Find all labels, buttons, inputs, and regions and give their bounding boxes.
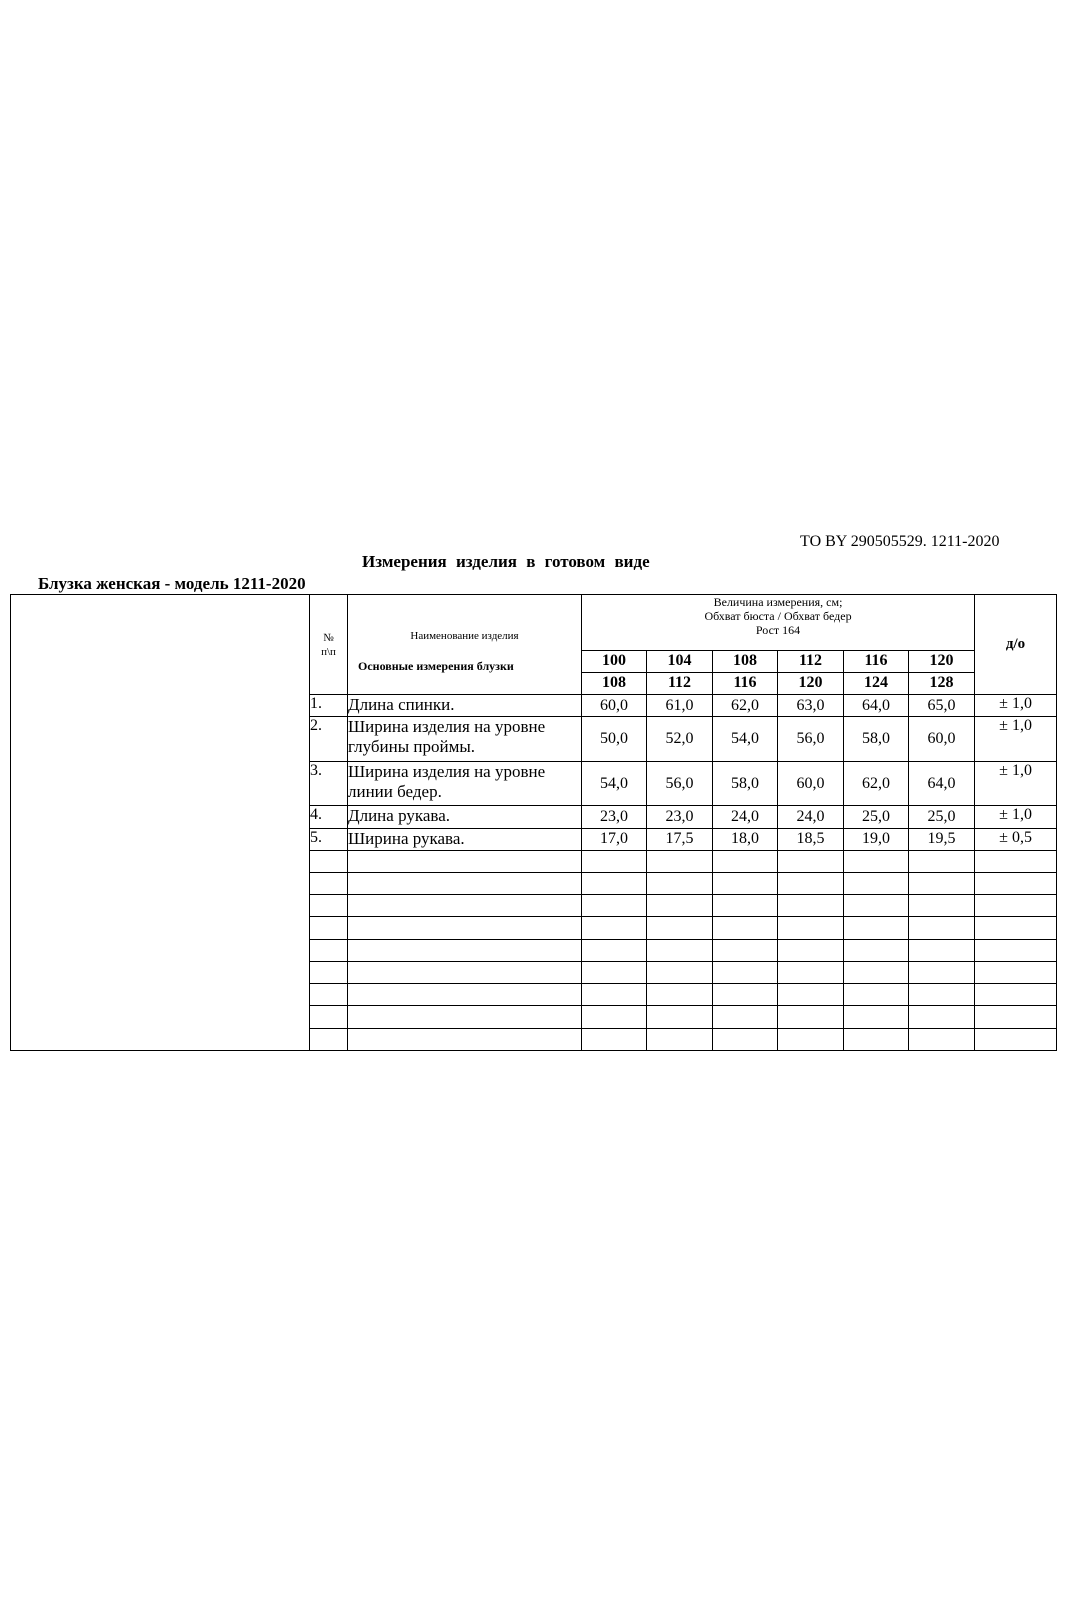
row-tolerance: ± 1,0: [975, 806, 1057, 828]
header-name-cell: [348, 595, 582, 695]
empty-cell: [909, 850, 975, 872]
row-value: 19,5: [909, 828, 975, 850]
row-value: 23,0: [647, 806, 713, 828]
row-value: 58,0: [844, 717, 909, 761]
row-index: 4.: [310, 806, 348, 828]
document-reference: ТО BY 290505529. 1211-2020: [800, 533, 1000, 550]
empty-cell: [348, 872, 582, 894]
empty-cell: [713, 961, 778, 983]
row-name-line: Ширина изделия на уровне: [348, 717, 546, 737]
empty-cell: [647, 939, 713, 961]
empty-cell: [348, 1028, 582, 1050]
document-title: Измерения изделия в готовом виде: [362, 552, 650, 571]
empty-cell: [778, 872, 844, 894]
empty-cell: [909, 872, 975, 894]
empty-cell: [348, 895, 582, 917]
empty-cell: [310, 939, 348, 961]
header-measure-line-3: Рост 164: [755, 623, 801, 637]
header-measure-cell: [582, 595, 975, 651]
header-measure-line-1: Величина измерения, см;: [713, 595, 843, 609]
empty-cell: [310, 895, 348, 917]
empty-cell: [647, 1006, 713, 1028]
empty-cell: [778, 850, 844, 872]
empty-cell: [844, 917, 909, 939]
empty-cell: [778, 1028, 844, 1050]
hips-size-5: 124: [844, 672, 909, 694]
row-index: 3.: [310, 761, 348, 805]
empty-cell: [844, 895, 909, 917]
row-name: [348, 717, 582, 761]
empty-cell: [582, 850, 647, 872]
row-value: 54,0: [582, 761, 647, 805]
bust-size-1: 100: [582, 650, 647, 672]
empty-cell: [778, 939, 844, 961]
row-value: 60,0: [778, 761, 844, 805]
bust-size-6: 120: [909, 650, 975, 672]
row-value: 61,0: [647, 695, 713, 717]
empty-cell: [647, 850, 713, 872]
row-name: [348, 828, 582, 850]
empty-cell: [909, 984, 975, 1006]
row-value: 24,0: [713, 806, 778, 828]
empty-cell: [713, 917, 778, 939]
empty-cell: [975, 850, 1057, 872]
header-number-sub-label: п\п: [321, 645, 336, 658]
empty-cell: [844, 1006, 909, 1028]
row-value: 64,0: [844, 695, 909, 717]
bust-size-5: 116: [844, 650, 909, 672]
empty-cell: [647, 984, 713, 1006]
row-value: 64,0: [909, 761, 975, 805]
empty-cell: [909, 1028, 975, 1050]
empty-cell: [713, 895, 778, 917]
empty-cell: [647, 961, 713, 983]
empty-cell: [713, 1028, 778, 1050]
row-name-line: Длина спинки.: [348, 695, 455, 715]
header-tolerance-label: д/о: [1005, 636, 1026, 653]
row-tolerance: ± 1,0: [975, 761, 1057, 805]
empty-cell: [713, 1006, 778, 1028]
bust-size-3: 108: [713, 650, 778, 672]
empty-cell: [713, 939, 778, 961]
hips-size-6: 128: [909, 672, 975, 694]
row-tolerance: ± 1,0: [975, 695, 1057, 717]
product-subtitle: Блузка женская - модель 1211-2020: [38, 574, 306, 593]
empty-cell: [647, 917, 713, 939]
empty-cell: [647, 895, 713, 917]
row-name-line: Длина рукава.: [348, 806, 450, 826]
empty-cell: [909, 917, 975, 939]
empty-cell: [844, 961, 909, 983]
blank-pane: [11, 595, 310, 1051]
row-value: 23,0: [582, 806, 647, 828]
empty-cell: [582, 961, 647, 983]
header-measure-line-2: Обхват бюста / Обхват бедер: [704, 609, 852, 623]
row-name-line: глубины проймы.: [348, 737, 476, 757]
empty-cell: [582, 984, 647, 1006]
empty-cell: [582, 939, 647, 961]
empty-cell: [975, 895, 1057, 917]
empty-cell: [975, 984, 1057, 1006]
row-value: 65,0: [909, 695, 975, 717]
row-index: 2.: [310, 717, 348, 761]
empty-cell: [975, 872, 1057, 894]
row-value: 56,0: [647, 761, 713, 805]
empty-cell: [348, 939, 582, 961]
empty-cell: [778, 917, 844, 939]
empty-cell: [778, 1006, 844, 1028]
empty-cell: [713, 872, 778, 894]
row-value: 52,0: [647, 717, 713, 761]
row-index: 5.: [310, 828, 348, 850]
row-tolerance: ± 1,0: [975, 717, 1057, 761]
row-name: [348, 806, 582, 828]
header-number-label: №: [323, 631, 334, 644]
row-value: 17,0: [582, 828, 647, 850]
empty-cell: [582, 1028, 647, 1050]
row-value: 60,0: [582, 695, 647, 717]
row-value: 62,0: [844, 761, 909, 805]
empty-cell: [844, 1028, 909, 1050]
row-value: 25,0: [844, 806, 909, 828]
empty-cell: [582, 1006, 647, 1028]
empty-cell: [310, 917, 348, 939]
empty-cell: [582, 895, 647, 917]
bust-size-2: 104: [647, 650, 713, 672]
row-index: 1.: [310, 695, 348, 717]
empty-cell: [909, 961, 975, 983]
header-section-label: Основные измерения блузки: [358, 658, 514, 673]
empty-cell: [647, 1028, 713, 1050]
hips-size-3: 116: [713, 672, 778, 694]
empty-cell: [348, 917, 582, 939]
hips-size-2: 112: [647, 672, 713, 694]
hips-size-4: 120: [778, 672, 844, 694]
empty-cell: [909, 895, 975, 917]
empty-cell: [348, 984, 582, 1006]
empty-cell: [310, 1006, 348, 1028]
bust-size-4: 112: [778, 650, 844, 672]
row-value: 54,0: [713, 717, 778, 761]
empty-cell: [975, 1006, 1057, 1028]
row-value: 17,5: [647, 828, 713, 850]
empty-cell: [778, 961, 844, 983]
empty-cell: [582, 917, 647, 939]
row-value: 18,5: [778, 828, 844, 850]
empty-cell: [348, 850, 582, 872]
empty-cell: [778, 984, 844, 1006]
header-number-cell: [310, 595, 348, 695]
empty-cell: [844, 939, 909, 961]
empty-cell: [647, 872, 713, 894]
empty-cell: [713, 850, 778, 872]
empty-cell: [975, 939, 1057, 961]
header-tolerance-cell: [975, 595, 1057, 695]
row-value: 63,0: [778, 695, 844, 717]
row-value: 56,0: [778, 717, 844, 761]
empty-cell: [909, 939, 975, 961]
empty-cell: [844, 850, 909, 872]
row-name: [348, 695, 582, 717]
empty-cell: [310, 872, 348, 894]
empty-cell: [975, 961, 1057, 983]
row-value: 60,0: [909, 717, 975, 761]
empty-cell: [713, 984, 778, 1006]
empty-cell: [310, 1028, 348, 1050]
empty-cell: [310, 961, 348, 983]
empty-cell: [310, 984, 348, 1006]
row-value: 50,0: [582, 717, 647, 761]
row-value: 25,0: [909, 806, 975, 828]
empty-cell: [310, 850, 348, 872]
row-name-line: линии бедер.: [348, 781, 442, 801]
empty-cell: [975, 917, 1057, 939]
empty-cell: [975, 1028, 1057, 1050]
empty-cell: [348, 961, 582, 983]
empty-cell: [582, 872, 647, 894]
row-value: 62,0: [713, 695, 778, 717]
row-value: 24,0: [778, 806, 844, 828]
empty-cell: [348, 1006, 582, 1028]
header-name-label: Наименование изделия: [410, 629, 519, 642]
row-value: 18,0: [713, 828, 778, 850]
empty-cell: [909, 1006, 975, 1028]
empty-cell: [844, 984, 909, 1006]
row-tolerance: ± 0,5: [975, 828, 1057, 850]
hips-size-1: 108: [582, 672, 647, 694]
empty-cell: [844, 872, 909, 894]
row-value: 19,0: [844, 828, 909, 850]
row-name-line: Ширина рукава.: [348, 828, 465, 848]
row-name-line: Ширина изделия на уровне: [348, 761, 546, 781]
empty-cell: [778, 895, 844, 917]
row-value: 58,0: [713, 761, 778, 805]
row-name: [348, 761, 582, 805]
measurements-table: [10, 594, 1057, 1051]
